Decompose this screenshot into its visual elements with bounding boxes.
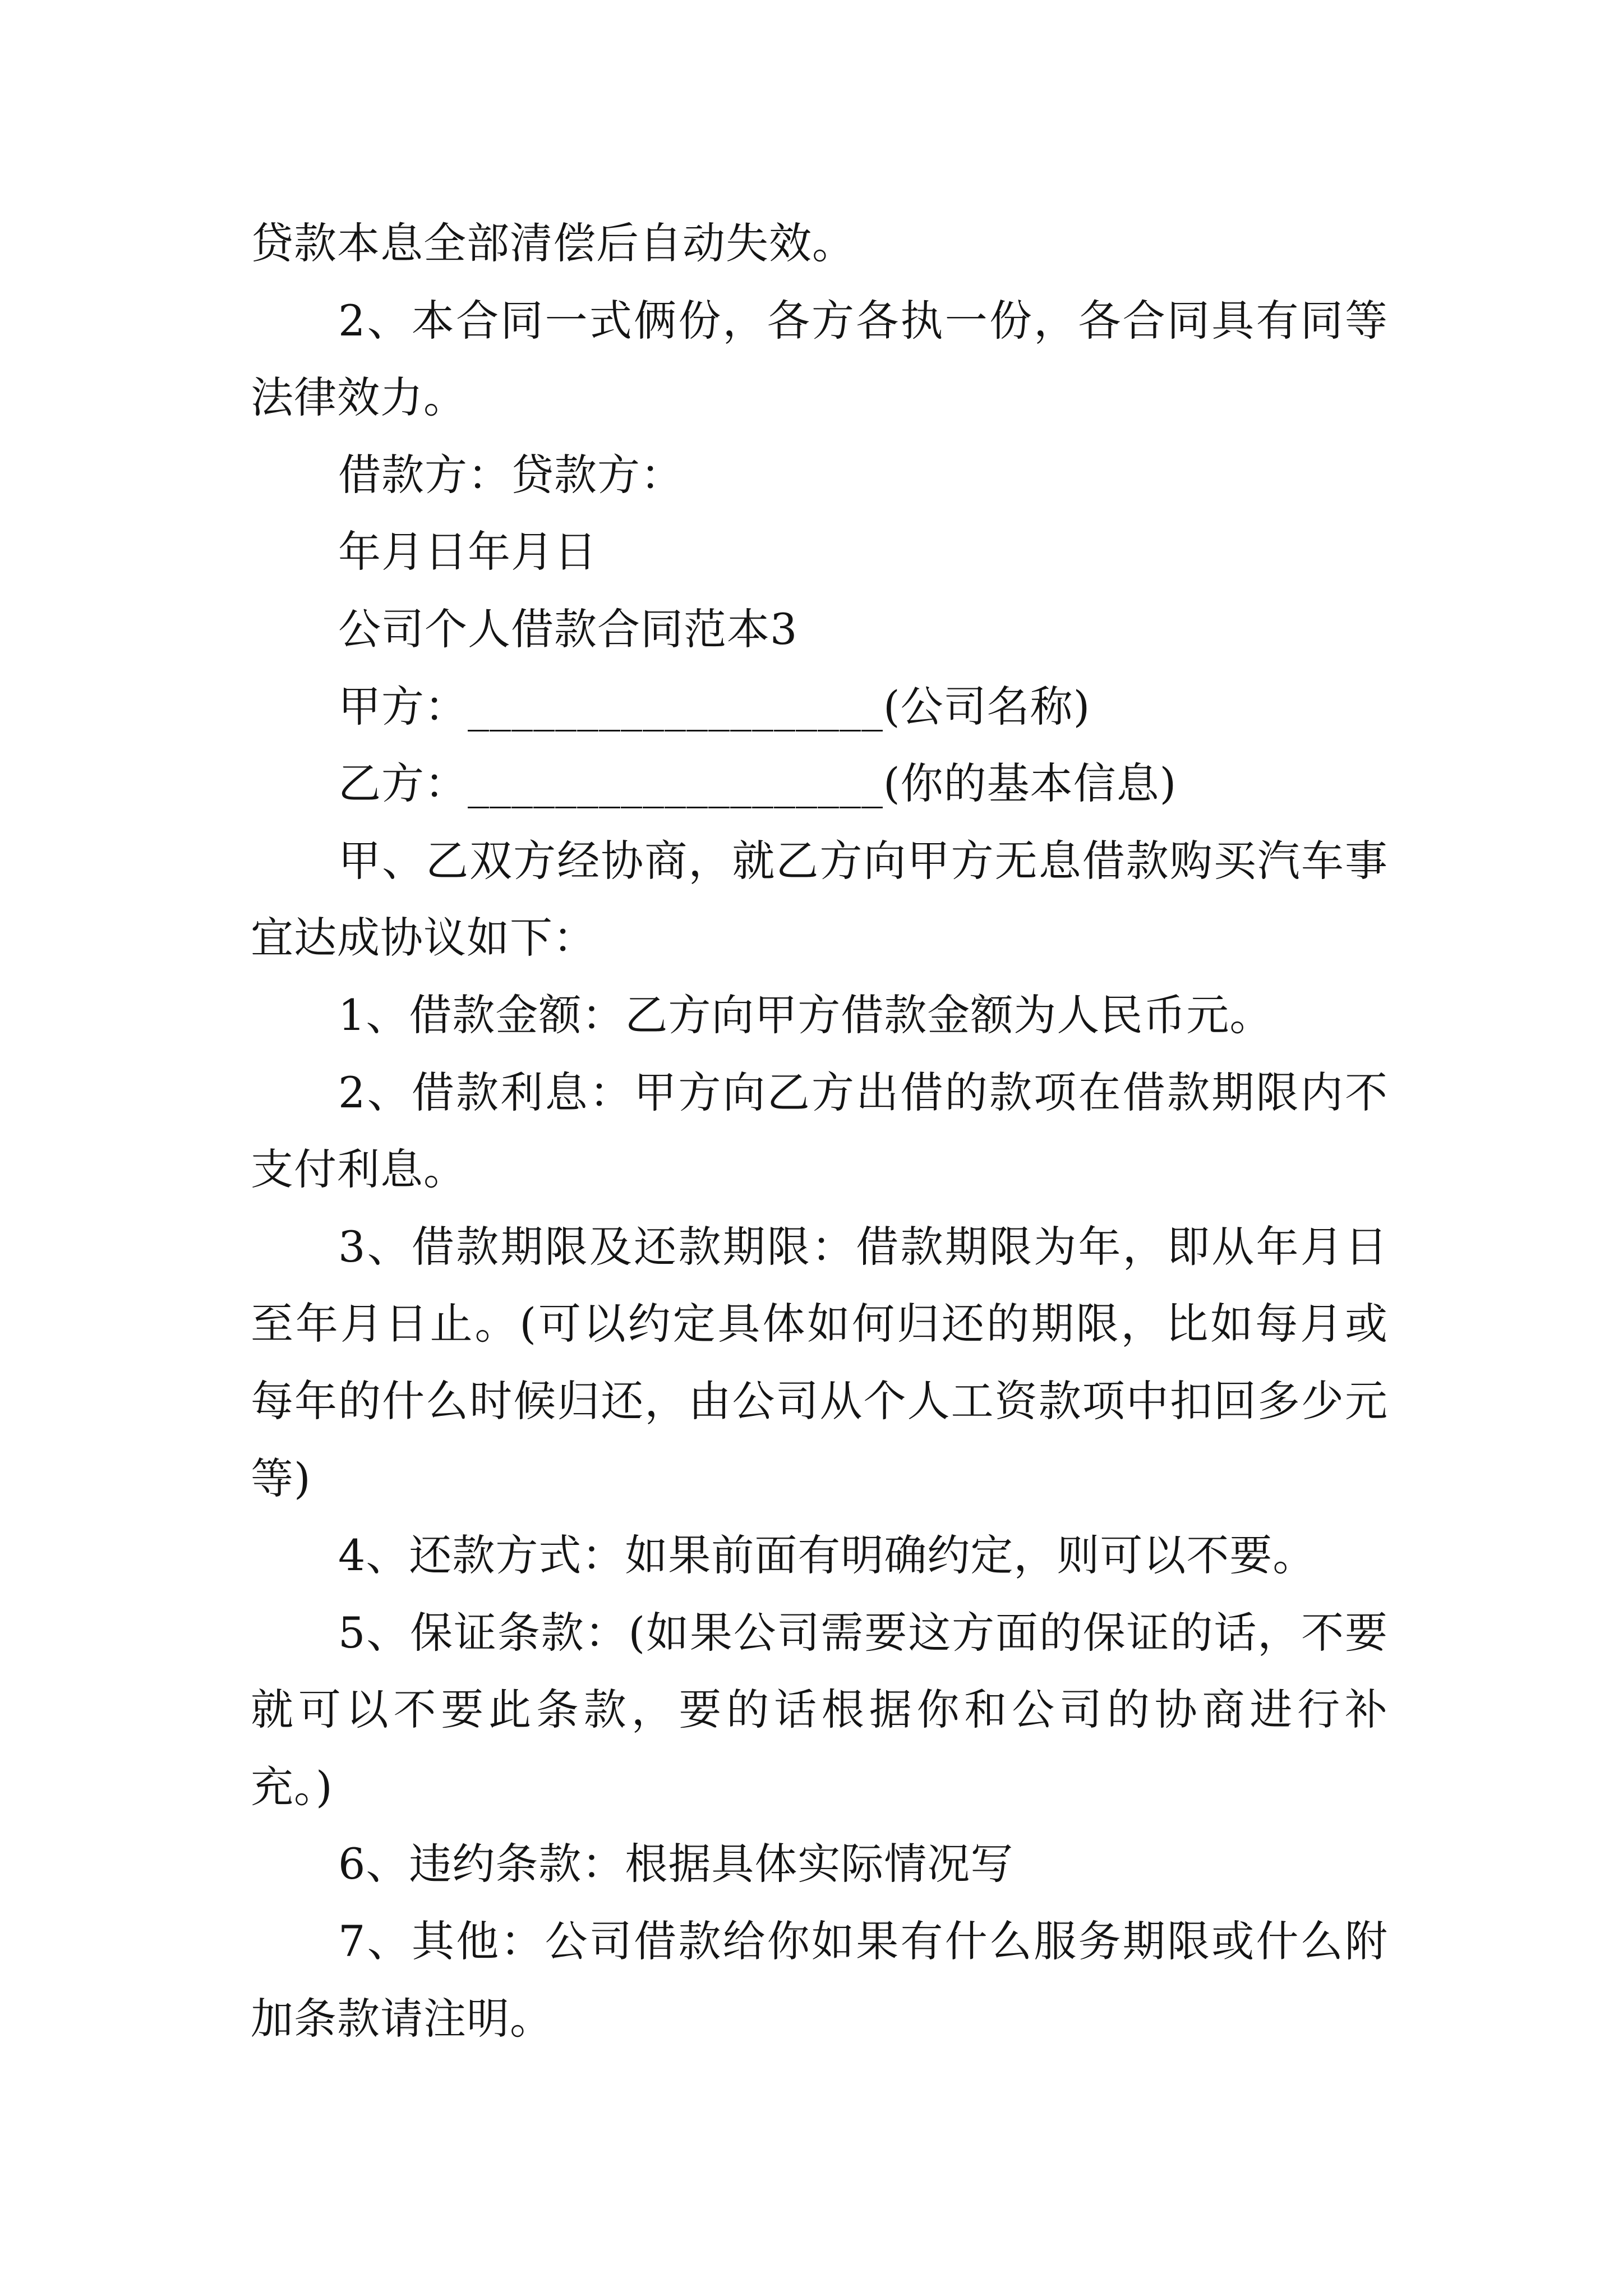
clause-7-other [251,1903,1388,2057]
paragraph-line: 每年的什么时候归还，由公司从个人工资款项中扣回多少元 [251,1375,1388,1426]
paragraph-line: 充。) [251,1761,333,1812]
paragraph-line: 甲、乙双方经协商，就乙方向甲方无息借款购买汽车事 [338,835,1388,886]
clause-2-loan-interest [251,1054,1388,1208]
party-a-field [251,668,1388,746]
paragraph-line: 借款方：贷款方： [338,449,684,500]
signature-parties-line [251,436,1388,514]
paragraph-line: 2、借款利息：甲方向乙方出借的款项在借款期限内不 [338,1067,1388,1117]
paragraph-line: 就可以不要此条款，要的话根据你和公司的协商进行补 [251,1685,1388,1735]
clause-contract-copies [251,282,1388,436]
clause-1-loan-amount [251,977,1388,1054]
paragraph-line: 法律效力。 [251,372,467,423]
paragraph-line: 等) [251,1453,311,1503]
section-heading [251,591,1388,668]
document-body [251,205,1388,2057]
paragraph-line: 5、保证条款：(如果公司需要这方面的保证的话，不要 [338,1607,1388,1658]
paragraph-line: 宜达成协议如下： [251,913,596,963]
paragraph-line: 年月日年月日 [338,527,597,577]
paragraph-line: 1、借款金额：乙方向甲方借款金额为人民币元。 [338,990,1273,1040]
paragraph-line: 加条款请注明。 [251,1993,553,2044]
clause-6-breach [251,1825,1388,1903]
paragraph-line: 2、本合同一式俩份，各方各执一份，各合同具有同等 [338,295,1388,346]
clause-3-loan-term [251,1208,1388,1517]
carryover-paragraph [251,205,1388,282]
paragraph-line: 甲方：___________________(公司名称) [338,681,1091,731]
paragraph-line: 6、违约条款：根据具体实际情况写 [338,1839,1014,1889]
paragraph-line: 至年月日止。(可以约定具体如何归还的期限，比如每月或 [251,1299,1388,1349]
paragraph-line: 7、其他：公司借款给你如果有什么服务期限或什么附 [338,1916,1388,1967]
paragraph-line: 贷款本息全部清偿后自动失效。 [251,218,855,268]
party-b-field [251,745,1388,822]
signature-dates-line [251,513,1388,591]
agreement-preamble [251,822,1388,977]
clause-4-repayment-method [251,1517,1388,1594]
paragraph-line: 支付利息。 [251,1144,467,1195]
paragraph-line: 乙方：___________________(你的基本信息) [338,758,1177,809]
paragraph-line: 公司个人借款合同范本3 [338,604,798,654]
paragraph-line: 4、还款方式：如果前面有明确约定，则可以不要。 [338,1530,1316,1581]
paragraph-line: 3、借款期限及还款期限：借款期限为年，即从年月日 [338,1221,1388,1272]
clause-5-guarantee [251,1594,1388,1826]
